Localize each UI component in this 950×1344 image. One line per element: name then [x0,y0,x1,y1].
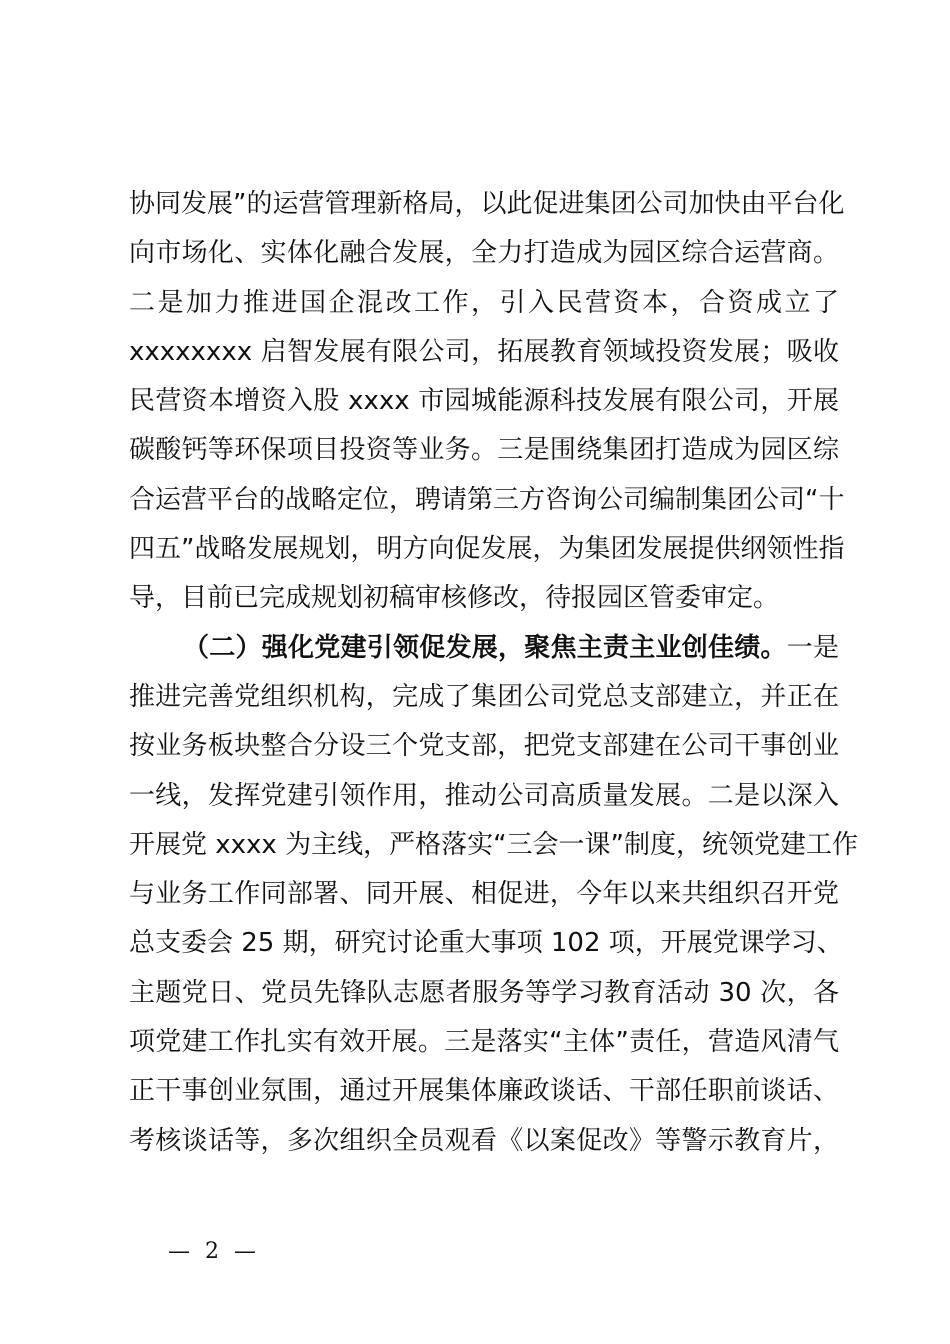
text-line: 碳酸钙等环保项目投资等业务。三是围绕集团打造成为园区综 [129,435,839,466]
text-line: 二是加力推进国企混改工作，引入民营资本，合资成立了 [129,287,839,318]
page-number: — 2 — [168,1239,260,1264]
text-line: 开展党 xxxx 为主线，严格落实“三会一课”制度，统领党建工作 [129,829,859,860]
text-line: 考核谈话等，多次组织全员观看《以案促改》等警示教育片， [129,1125,839,1156]
text-line: 正干事创业氛围，通过开展集体廉政谈话、干部任职前谈话、 [129,1076,839,1107]
text-line: 合运营平台的战略定位，聘请第三方咨询公司编制集团公司“十 [129,484,845,515]
text-line: 总支委会 25 期，研究讨论重大事项 102 项，开展党课学习、 [129,928,843,959]
text-line: 四五”战略发展规划，明方向促发展，为集团发展提供纲领性指 [129,534,845,565]
text-line: 民营资本增资入股 xxxx 市园城能源科技发展有限公司，开展 [129,386,839,417]
text-line: 按业务板块整合分设三个党支部，把党支部建在公司干事创业 [129,731,839,762]
text-line: 向市场化、实体化融合发展，全力打造成为园区综合运营商。 [129,238,839,269]
section-heading-tail: 一是 [786,632,839,663]
text-line: 推进完善党组织机构，完成了集团公司党总支部建立，并正在 [129,681,839,712]
section-heading-line [129,624,839,673]
text-line: 主题党日、党员先锋队志愿者服务等学习教育活动 30 次，各 [129,977,839,1008]
text-line: 与业务工作同部署、同开展、相促进，今年以来共组织召开党 [129,879,839,910]
text-line: 协同发展”的运营管理新格局，以此促进集团公司加快由平台化 [129,189,845,219]
text-line: 项党建工作扎实有效开展。三是落实“主体”责任，营造风清气 [129,1027,839,1058]
section-heading: （二）强化党建引领促发展，聚焦主责主业创佳绩。 [183,632,787,663]
text-line: 导，目前已完成规划初稿审核修改，待报园区管委审定。 [129,583,780,614]
body-text [129,180,859,1166]
text-line: 一线，发挥党建引领作用，推动公司高质量发展。二是以深入 [129,780,839,811]
text-line: xxxxxxxx 启智发展有限公司，拓展教育领域投资发展；吸收 [129,336,839,367]
